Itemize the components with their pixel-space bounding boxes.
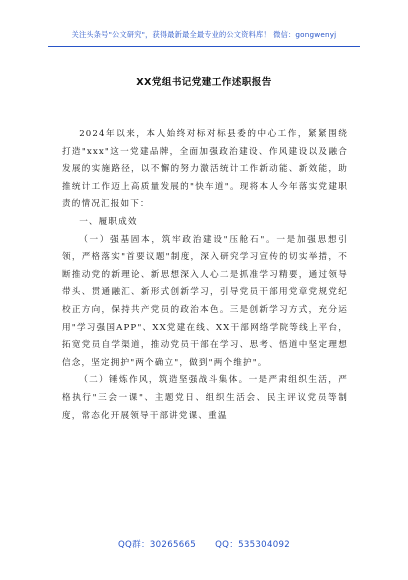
body-paragraph-2: （二）锤炼作风，筑造坚强战斗集体。一是严肃组织生活，严格执行"三会一课"、主题党日、组织生活会、民主评议党员等制度，常态化开展领导干部讲党课、重温 xyxy=(62,375,348,421)
document-title: XX党组书记党建工作述职报告 xyxy=(136,77,272,88)
header-banner: 关注头条号"公文研究"，获得最新最全最专业的公文资料库！ 微信：gongwenyj xyxy=(71,30,337,39)
intro-paragraph: 2024年以来，本人始终对标对标县委的中心工作，紧紧围绕打造"xxx"这一党建品牌，全面加强政治建设、作风建设以及融合发展的实施路径，以不懈的努力激活统计工作新动能、新效能，助推统计工作迈上高质量发展的"快车道"。现将本人今年落实党建职责的情况汇报如下： xyxy=(62,129,348,210)
qq-contact-label: QQ：535304092 xyxy=(215,540,291,550)
section-heading: 一、履职成效 xyxy=(79,216,138,227)
qq-group-label: QQ群：30265665 xyxy=(117,540,197,550)
footer-contact xyxy=(0,538,408,550)
document-body xyxy=(62,126,348,425)
header-rule xyxy=(48,46,360,47)
body-paragraph-1: （一）强基固本，筑牢政治建设"压舱石"。一是加强思想引领，严格落实"首要议题"制度，深入研究学习宣传的切实举措，不断推动党的新理论、新思想深入人心二是抓准学习精要，通过领导带头、贯通融汇、新形式创新学习，引导党员干部用党章党规党纪校正方向，保持共产党员的政治本色。三是创新学习方式，充分运用"学习强国APP"、XX党建在线、XX干部网络学院等线上平台，拓宽党员自学渠道，推动党员干部在学习、思考、悟道中坚定理想信念，坚定拥护"两个确立"，做到"两个维护"。 xyxy=(62,234,348,368)
